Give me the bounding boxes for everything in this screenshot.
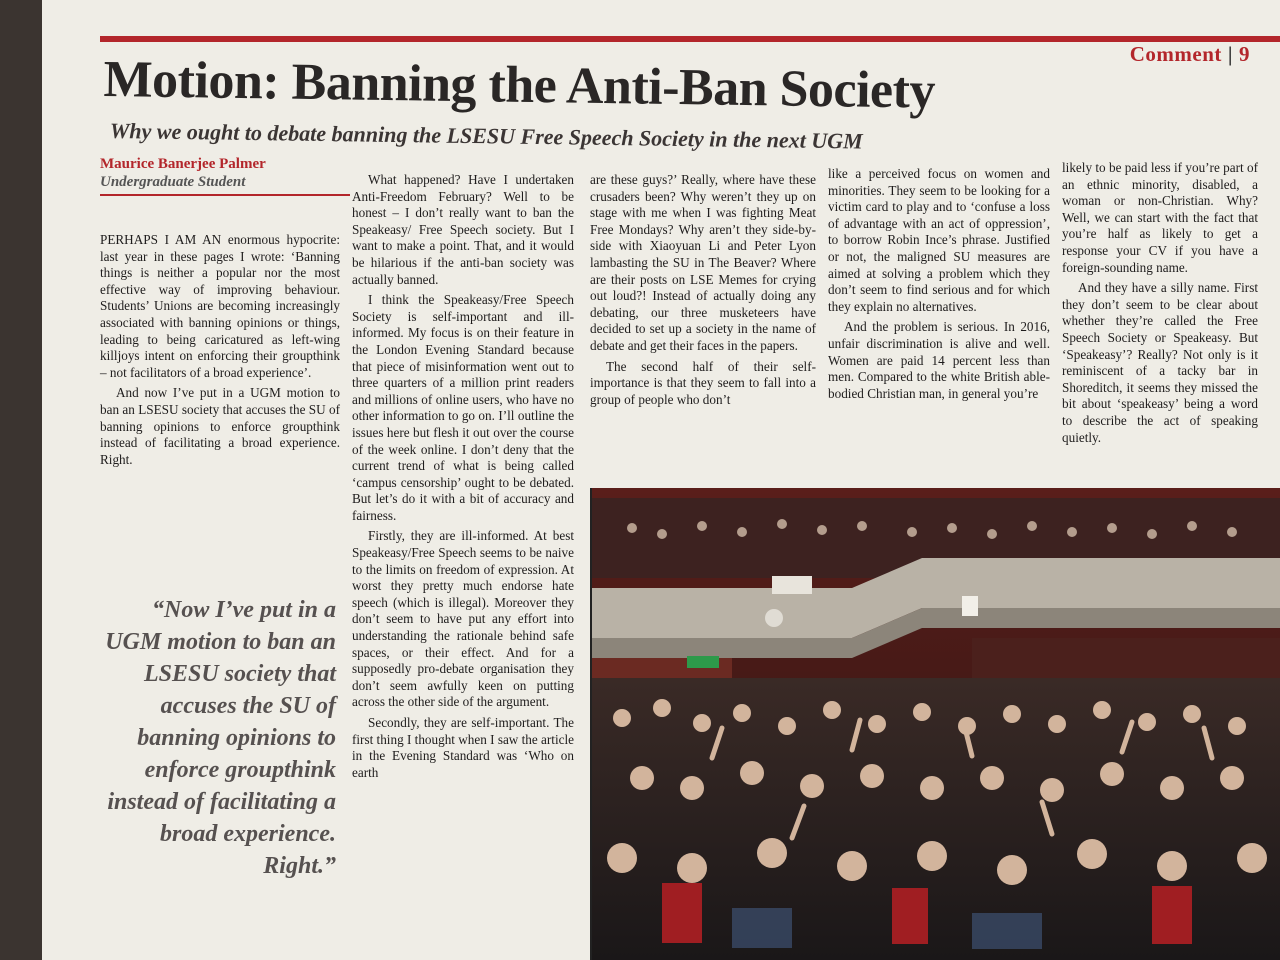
paragraph: Firstly, they are ill-informed. At best Speakeasy/Free Speech seems to be naive to the limits on freedom of expression. At worst they pretty much endorse hate speech (which is illegal). Moreover they don’t seem to have put any effort into understanding the rationale behind safe spaces, or their effect. And for a supposedly pro-debate organisation they don’t seem awfully keen on putting across the other side of the argument. [352,528,574,710]
section-tag [1130,42,1250,67]
paragraph: like a perceived focus on women and minorities. They seem to be looking for a victim card to play and to ‘confuse a loss of advantage with an act of oppression’, to borrow Robin Ince’s phrase. Justified or not, the maligned SU measures are aimed at solving a problem which they don’t seem to find serious and for which they explain no alternatives. [828,166,1050,314]
newspaper-page [42,0,1280,960]
body-column-2 [352,172,574,785]
headline: Motion: Banning the Anti-Ban Society [103,50,936,120]
paragraph: The second half of their self-importance is that they seem to fall into a group of people who don’t [590,358,816,407]
paragraph: are these guys?’ Really, where have these crusaders been? Why weren’t they up on stage with me when I was fighting Meat Free Mondays? Why aren’t they side-by-side with Xiaoyuan Li and Peter Lyon lambasting the SU in The Beaver? Where are their posts on LSE Memes for crying out loud?! Instead of actually doing any debating, our three musketeers have decided to set up a society in the name of debate and get their faces in the papers. [590,172,816,353]
pull-quote: “Now I’ve put in a UGM motion to ban an LSESU society that accuses the SU of banning opinions to enforce groupthink instead of facilitating a broad experience. Right.” [105,597,336,879]
top-rule [100,36,1280,42]
paragraph: And now I’ve put in a UGM motion to ban an LSESU society that accuses the SU of banning opinions to enforce groupthink instead of facilitating a broad experience. Right. [100,385,340,467]
byline-name: Maurice Banerjee Palmer [100,156,266,172]
body-column-5 [1062,160,1258,450]
paragraph: Secondly, they are self-important. The first thing I thought when I saw the article in the Evening Standard was ‘Who on earth [352,715,574,780]
section-name: Comment [1129,42,1222,66]
photo-illustration [592,488,1280,960]
paragraph: What happened? Have I undertaken Anti-Freedom February? Well to be honest – I don’t really want to ban the Speakeasy/ Free Speech society. But I want to make a point. That, and it would be hilarious if the anti-ban society was actually banned. [352,172,574,287]
paragraph: PERHAPS I AM AN enormous hypocrite: last year in these pages I wrote: ‘Banning things is neither a popular nor the most effective way of improving behaviour. Students’ Unions are becoming increasingly associated with banning opinions or things, leading to being caricatured as left-wing killjoys intent on enforcing their groupthink – not facilitators of a broad experience’. [100,232,340,380]
section-separator: | [1227,42,1233,66]
lecture-hall-photo [590,488,1280,960]
byline-role: Undergraduate Student [100,174,246,190]
paragraph: I think the Speakeasy/Free Speech Society is self-important and ill-informed. My focus is on their feature in the London Evening Standard because that piece of misinformation went out to three quarters of a million print readers and millions of online users, who have no other information to go on. I’ll outline the issues here but flesh it out over the course of the week online. I don’t deny that the current trend of what is being called ‘campus censorship’ ought to be debated. But let’s do it with a bit of accuracy and fairness. [352,292,574,523]
paragraph: likely to be paid less if you’re part of an ethnic minority, disabled, a woman or non-Christian. Why? Well, we can start with the fact that you’re half as likely to get a response your CV if you have a foreign-sounding name. [1062,160,1258,275]
page-number: 9 [1239,42,1250,66]
standfirst: Why we ought to debate banning the LSESU Free Speech Society in the next UGM [109,118,863,154]
byline-rule [100,194,350,196]
paragraph: And the problem is serious. In 2016, unfair discrimination is alive and well. Women are paid 14 percent less than men. Compared to the white British able-bodied Christian man, in general you’re [828,319,1050,401]
body-column-1 [100,232,340,472]
body-column-4 [828,166,1050,406]
body-column-3 [590,172,816,412]
paragraph: And they have a silly name. First they don’t seem to be clear about whether they’re called the Free Speech Society or Speakeasy. But ‘Speakeasy’? Really? Not only is it reminiscent of a tacky bar in Shoreditch, it seems they missed the bit about ‘speakeasy’ being a word to describe the act of speaking quietly. [1062,280,1258,445]
